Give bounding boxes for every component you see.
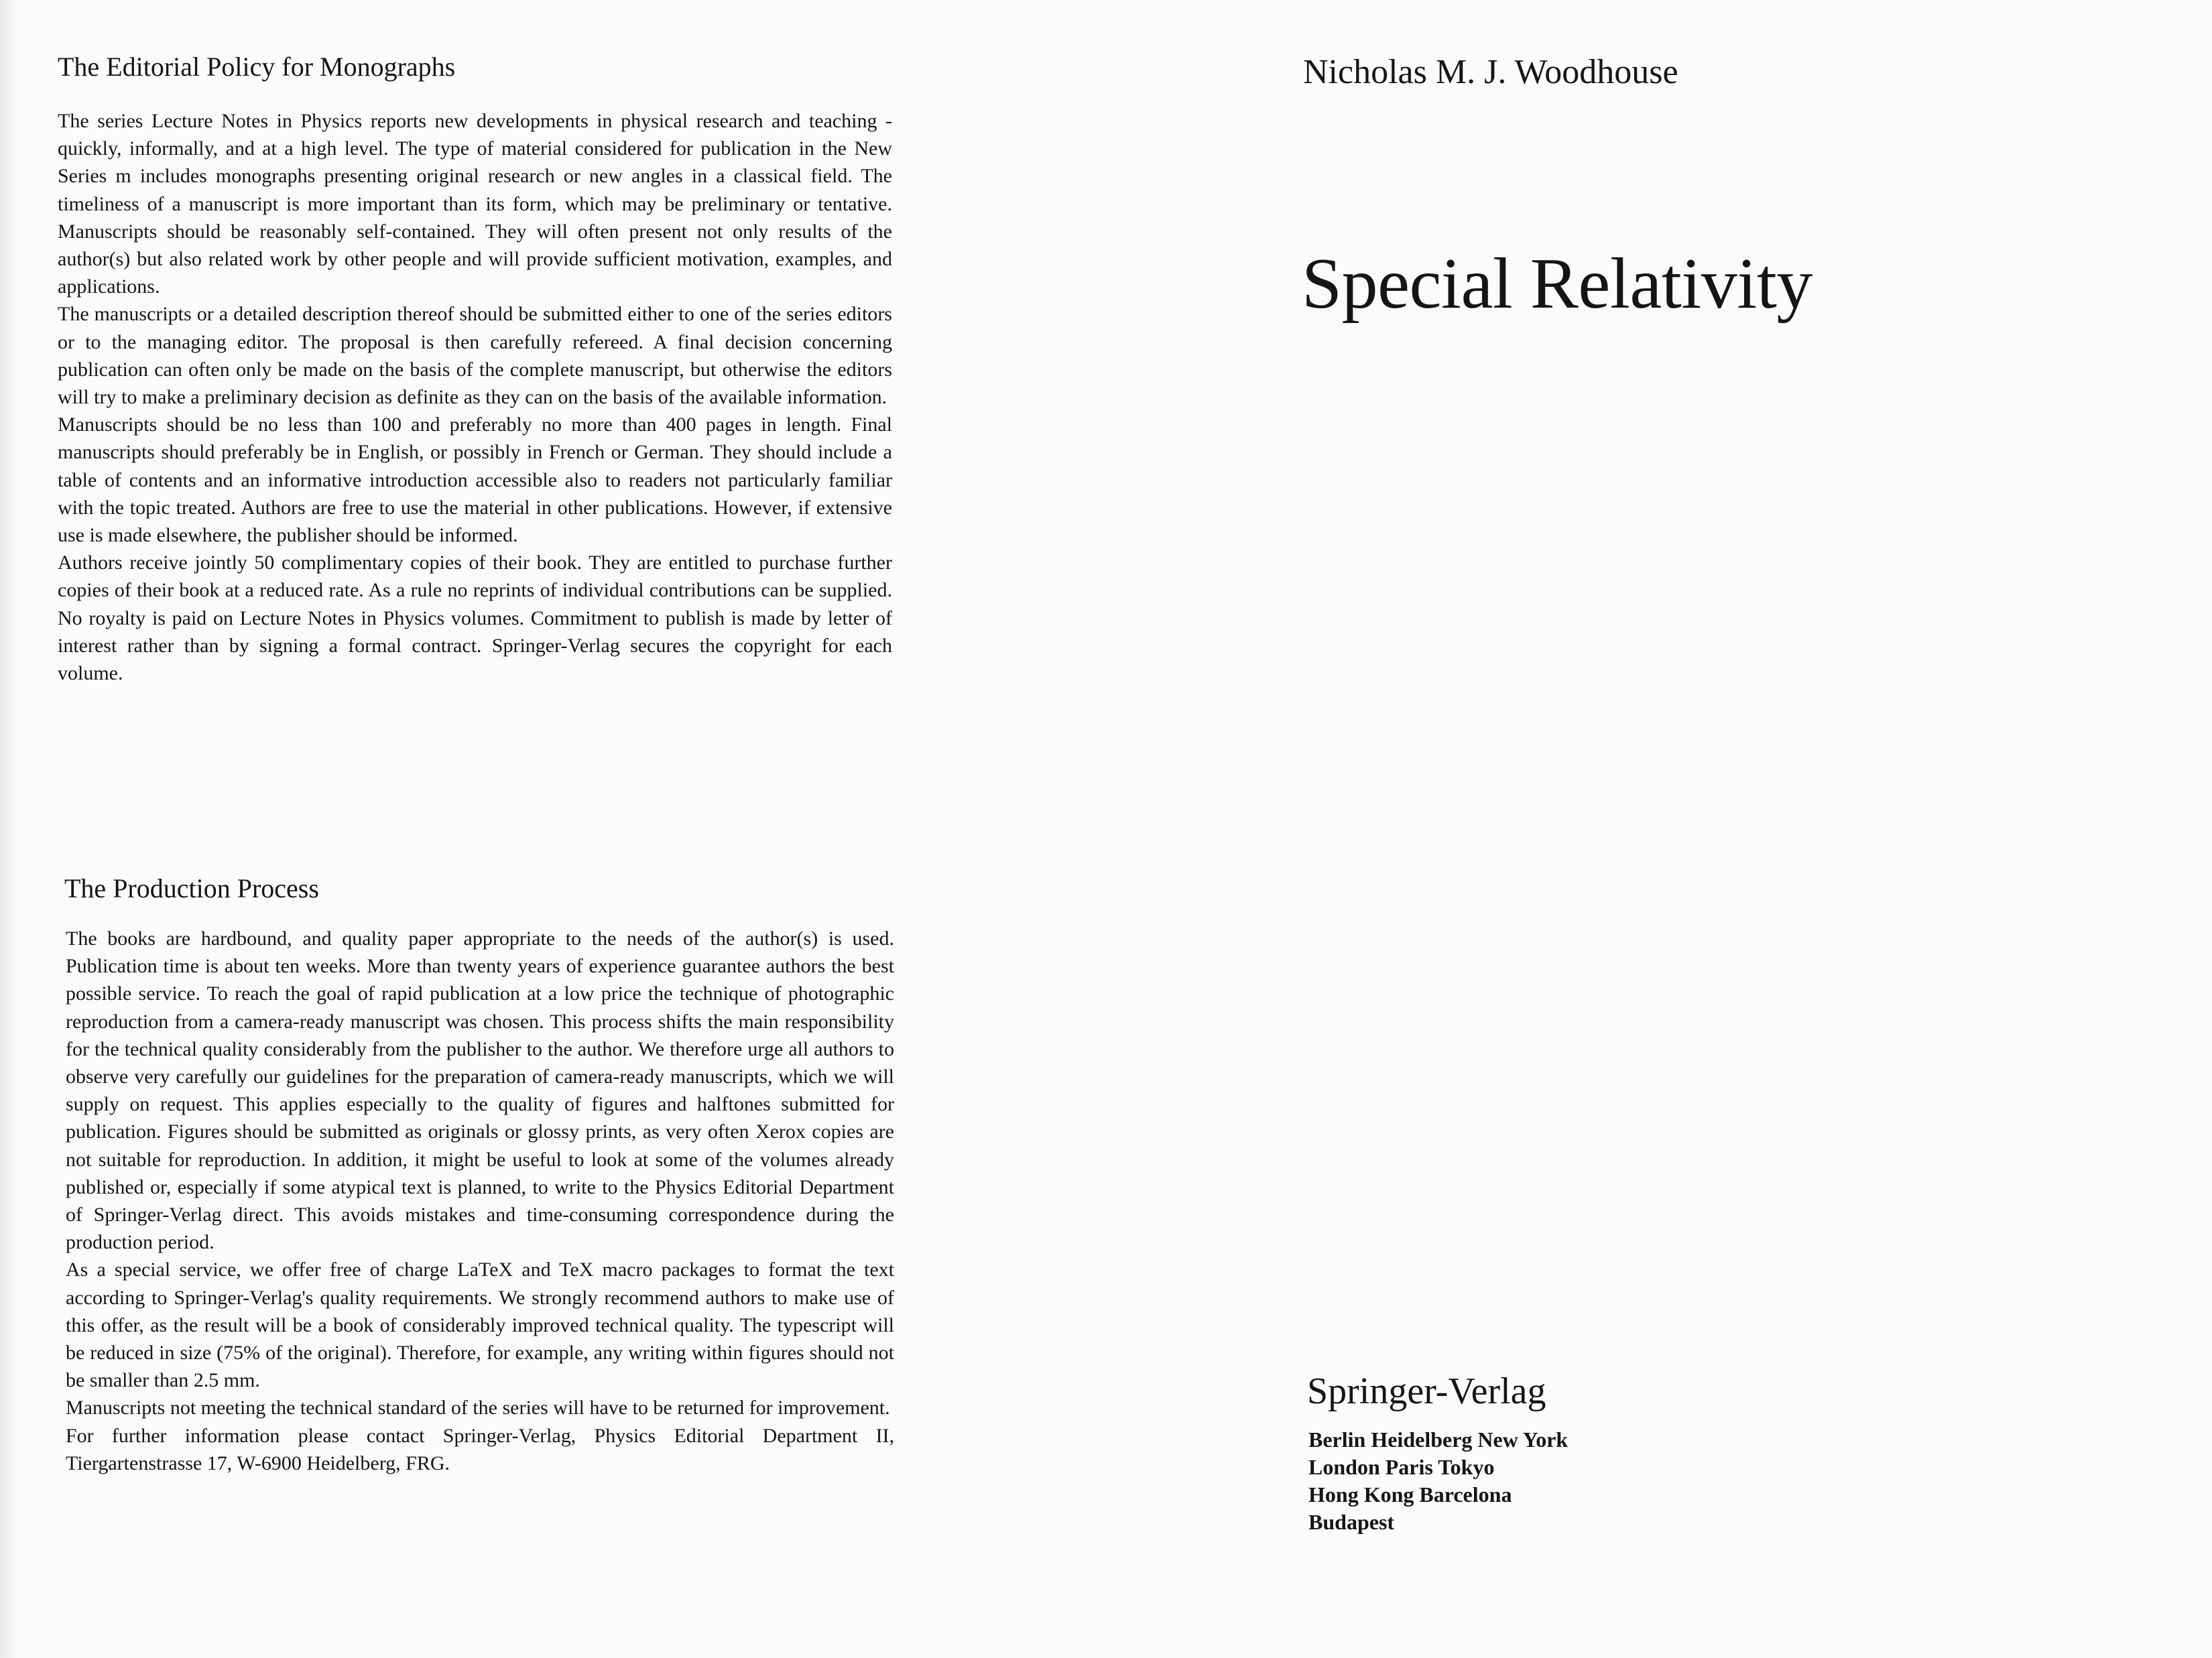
author-name: Nicholas M. J. Woodhouse (1303, 53, 1678, 91)
book-title: Special Relativity (1302, 244, 1812, 324)
publisher-cities (1308, 1426, 1568, 1536)
page-edge-shadow (0, 0, 19, 1658)
policy-paragraph: Authors receive jointly 50 complimentary copies of their book. They are entitled to purchase further copies of their book at a reduced rate. As a rule no reprints of individual contributions can be supplied. No royalty is paid on Lecture Notes in Physics volumes. Commitment to publish is made by letter of interest rather than by signing a formal contract. Springer-Verlag secures the copyright for each volume. (58, 552, 892, 685)
publisher-name: Springer-Verlag (1307, 1370, 1546, 1412)
city-line: Berlin Heidelberg New York (1308, 1427, 1569, 1452)
right-page (1106, 0, 2212, 1658)
policy-paragraph: Manuscripts should be no less than 100 and preferably no more than 400 pages in length. Final manuscripts should preferably be in English, or possibly in French or German. They should include a table of contents and an informative introduction accessible also to readers not particularly familiar with the topic treated. Authors are free to use the material in other publications. However, if extensive use is made elsewhere, the publisher should be informed. (58, 413, 892, 547)
policy-paragraph: The manuscripts or a detailed description thereof should be submitted either to one of the series editors or to the managing editor. The proposal is then carefully refereed. A final decision concerning publication can often only be made on the basis of the complete manuscript, but otherwise the editors will try to make a preliminary decision as definite as they can on the basis of the available information. (58, 303, 892, 409)
production-paragraph: As a special service, we offer free of charge LaTeX and TeX macro packages to format the text according to Springer-Verlag's quality requirements. We strongly recommend authors to make use of this offer, as the result will be a book of considerably improved technical quality. The typescript will be reduced in size (75% of the original). Therefore, for example, any writing within figures should not be smaller than 2.5 mm. (66, 1259, 894, 1392)
production-heading: The Production Process (64, 873, 319, 903)
policy-paragraph: The series Lecture Notes in Physics reports new developments in physical research and teaching - quickly, informally, and at a high level. The type of material considered for publication in the New Series m includes monographs presenting original research or new angles in a classical field. The timeliness of a manuscript is more important than its form, which may be preliminary or tentative. Manuscripts should be reasonably self-contained. They will often present not only results of the author(s) but also related work by other people and will provide sufficient motivation, examples, and applications. (58, 110, 892, 298)
production-paragraph: Manuscripts not meeting the technical standard of the series will have to be returned for improvement. (66, 1397, 890, 1419)
production-paragraph: The books are hardbound, and quality paper appropriate to the needs of the author(s) is used. Publication time is about ten weeks. More than twenty years of experience guarantee authors the best possible service. To reach the goal of rapid publication at a low price the technique of photographic reproduction from a camera-ready manuscript was chosen. This process shifts the main responsibility for the technical quality considerably from the publisher to the author. We therefore urge all authors to observe very carefully our guidelines for the preparation of camera-ready manuscripts, which we will supply on request. This applies especially to the quality of figures and halftones submitted for publication. Figures should be submitted as originals or glossy prints, as very often Xerox copies are not suitable for reproduction. In addition, it might be useful to look at some of the volumes already published or, especially if some atypical text is planned, to write to the Physics Editorial Department of Springer-Verlag direct. This avoids mistakes and time-consuming correspondence during the production period. (66, 928, 894, 1254)
production-paragraph: For further information please contact Springer-Verlag, Physics Editorial Department II, Tiergartenstrasse 17, W-6900 Heidelberg, FRG. (66, 1424, 894, 1474)
city-line: Hong Kong Barcelona (1308, 1482, 1512, 1507)
policy-body (58, 107, 892, 687)
production-body (66, 925, 894, 1477)
city-line: London Paris Tokyo (1308, 1455, 1495, 1479)
city-line: Budapest (1308, 1510, 1395, 1534)
policy-heading: The Editorial Policy for Monographs (58, 52, 456, 82)
